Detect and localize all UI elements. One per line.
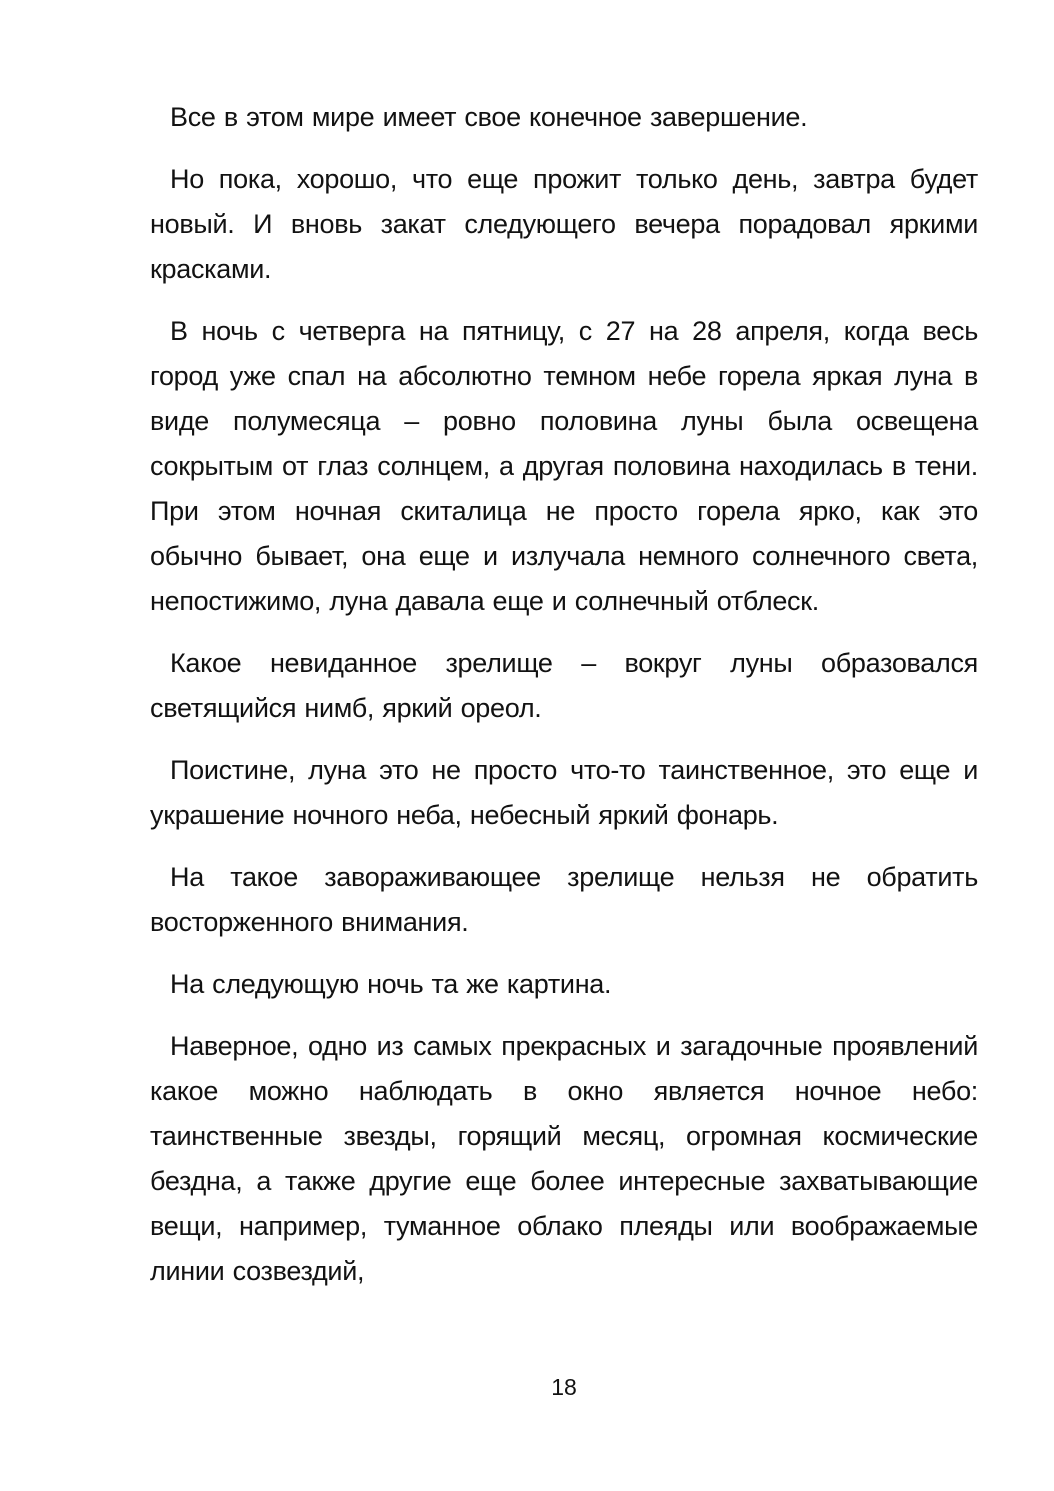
paragraph: Какое невиданное зрелище – вокруг луны образовался светящийся нимб, яркий ореол. [150, 648, 978, 723]
paragraph: Наверное, одно из самых прекрасных и загадочные проявлений какое можно наблюдать в окно является ночное небо: таинственные звезды, горящий месяц, огромная космические бездна, а также другие еще более интересные захватывающие вещи, например, туманное облако плеяды или воображаемые линии созвездий, [150, 1031, 978, 1286]
page-number: 18 [551, 1374, 577, 1400]
paragraph: Но пока, хорошо, что еще прожит только день, завтра будет новый. И вновь закат следующего вечера порадовал яркими красками. [150, 164, 978, 284]
paragraph: В ночь с четверга на пятницу, с 27 на 28 апреля, когда весь город уже спал на абсолютно темном небе горела яркая луна в виде полумесяца – ровно половина луны была освещена сокрытым от глаз солнцем, а другая половина находилась в тени. При этом ночная скиталица не просто горела ярко, как это обычно бывает, она еще и излучала немного солнечного света, непостижимо, луна давала еще и солнечный отблеск. [150, 316, 978, 616]
paragraph: Все в этом мире имеет свое конечное завершение. [170, 102, 808, 132]
paragraph: Поистине, луна это не просто что-то таинственное, это еще и украшение ночного неба, небесный яркий фонарь. [150, 755, 978, 830]
paragraph: На следующую ночь та же картина. [170, 969, 612, 999]
paragraph: На такое завораживающее зрелище нельзя не обратить восторженного внимания. [150, 862, 978, 937]
page-body [150, 95, 978, 1311]
